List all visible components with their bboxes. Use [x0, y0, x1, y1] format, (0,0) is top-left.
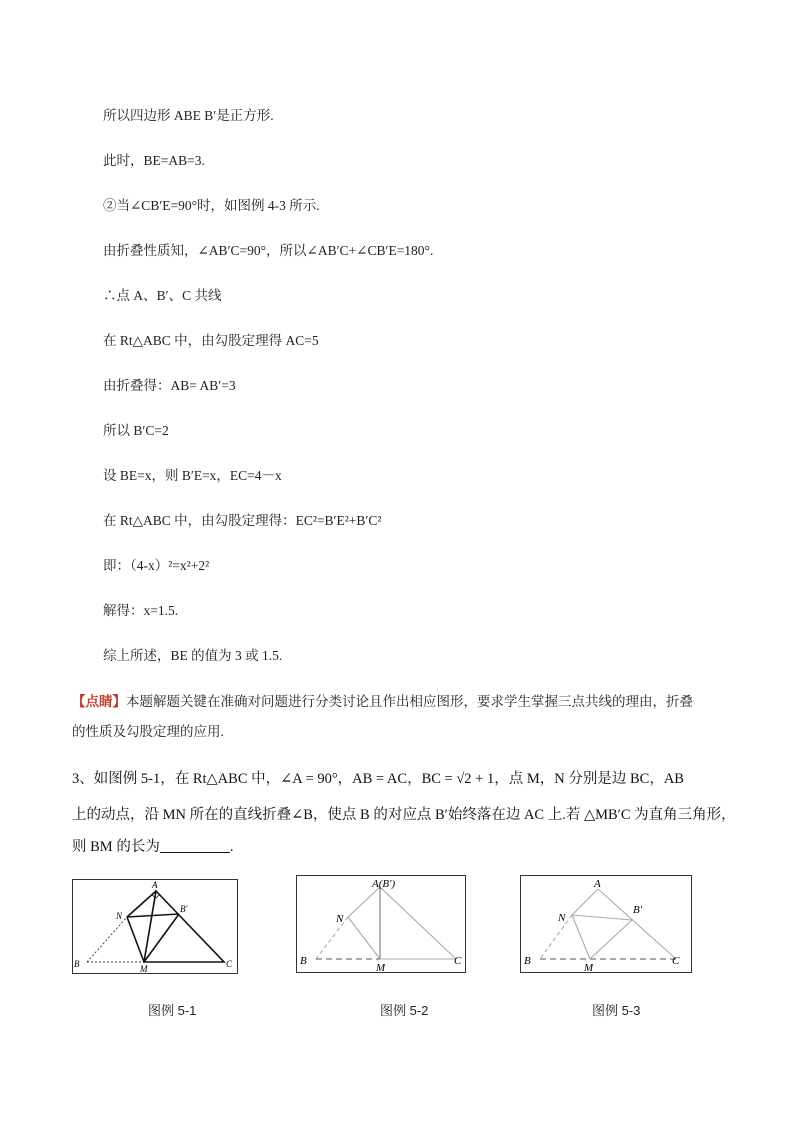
solution-line-5: ∴点 A、B′、C 共线 — [103, 288, 222, 303]
fig1-label-c: C — [226, 959, 233, 969]
question-3-line-1: 3、如图例 5-1，在 Rt△ABC 中，∠A = 90°，AB = AC，BC = √2 + 1，点 M，N 分别是边 BC，AB — [72, 771, 684, 787]
figure-5-2 — [296, 875, 466, 973]
fig2-label-c: C — [454, 955, 462, 967]
question-3-line-2: 上的动点，沿 MN 所在的直线折叠∠B，使点 B 的对应点 B′始终落在边 AC 上.若 △MB′C 为直角三角形， — [72, 807, 736, 823]
figure-5-1-caption: 图例 5-1 — [148, 1003, 197, 1018]
fig2-label-m: M — [376, 962, 386, 973]
solution-line-12: 解得：x=1.5. — [103, 603, 179, 618]
fig1-label-m: M — [140, 964, 148, 974]
solution-line-3: ②当∠CB′E=90°时，如图例 4-3 所示. — [103, 198, 320, 213]
fig2-label-b: B — [300, 955, 307, 967]
fig3-label-bp: B′ — [633, 904, 643, 916]
solution-line-9: 设 BE=x，则 B′E=x，EC=4－x — [103, 468, 282, 483]
question-3-prefix: 则 BM 的长为 — [72, 839, 160, 855]
solution-line-8: 所以 B′C=2 — [103, 423, 169, 438]
figure-5-3 — [520, 875, 692, 973]
key-point-note — [72, 690, 693, 710]
figure-5-1 — [72, 879, 238, 974]
solution-line-7: 由折叠得：AB= AB′=3 — [103, 378, 236, 393]
solution-line-11: 即：（4-x）²=x²+2² — [103, 558, 210, 573]
fig1-label-b: B — [74, 959, 80, 969]
figure-5-3-caption: 图例 5-3 — [592, 1003, 641, 1018]
fig1-label-a: A — [152, 880, 158, 890]
fig3-label-c: C — [672, 955, 680, 967]
answer-blank[interactable] — [160, 840, 230, 853]
solution-line-2: 此时，BE=AB=3. — [103, 153, 205, 168]
fig1-label-bp: B′ — [180, 904, 188, 914]
figure-5-2-caption: 图例 5-2 — [380, 1003, 429, 1018]
fig1-label-n: N — [116, 911, 123, 921]
key-point-text-2: 的性质及勾股定理的应用. — [72, 724, 224, 739]
solution-line-10: 在 Rt△ABC 中，由勾股定理得：EC²=B′E²+B′C² — [103, 513, 382, 528]
fig2-label-n: N — [336, 913, 344, 925]
key-point-text-1: 本题解题关键在准确对问题进行分类讨论且作出相应图形，要求学生掌握三点共线的理由，折叠 — [126, 694, 693, 709]
solution-line-4: 由折叠性质知，∠AB′C=90°，所以∠AB′C+∠CB′E=180°. — [103, 243, 434, 258]
solution-line-13: 综上所述，BE 的值为 3 或 1.5. — [103, 648, 283, 663]
fig3-label-a: A — [594, 878, 601, 890]
question-3-line-3 — [72, 835, 233, 856]
key-point-tag: 【点睛】 — [72, 694, 126, 709]
solution-line-1: 所以四边形 ABE B′是正方形. — [103, 108, 274, 123]
fig2-label-a: A(B′) — [372, 878, 396, 890]
fig3-label-b: B — [524, 955, 531, 967]
key-point-note-cont — [72, 720, 224, 740]
solution-line-6: 在 Rt△ABC 中，由勾股定理得 AC=5 — [103, 333, 319, 348]
fig3-label-m: M — [584, 962, 594, 973]
fig3-label-n: N — [558, 912, 566, 924]
question-3-suffix: . — [229, 839, 234, 855]
